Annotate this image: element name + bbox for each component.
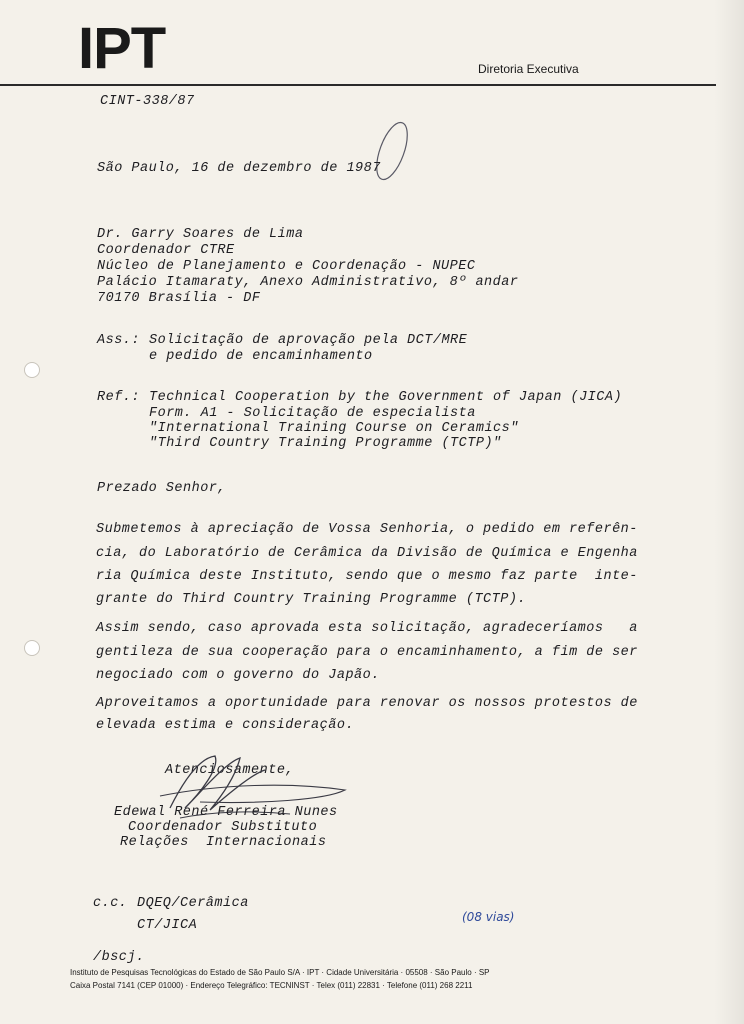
body-line: Aproveitamos a oportunidade para renovar os nossos protestos de [96,696,638,711]
handwritten-copies-note: (08 vias) [462,910,515,924]
closing: Atenciosamente, [165,763,295,778]
punch-hole-bottom [24,640,40,656]
cc-line: CT/JICA [137,918,198,933]
typist-initials: /bscj. [93,950,145,965]
ipt-logo: IPT [78,16,166,81]
body-line: gentileza de sua cooperação para o encaminhamento, a fim de ser [96,645,638,660]
body-line: Assim sendo, caso aprovada esta solicitação, agradeceríamos a [96,621,638,636]
reference-line: "Third Country Training Programme (TCTP)" [149,436,502,451]
footer-contact-line: Caixa Postal 7141 (CEP 01000) · Endereço Telegráfico: TECNINST · Telex (011) 22831 · Telefone (011) 268 2211 [70,981,473,990]
body-line: ria Química deste Instituto, sendo que o mesmo faz parte inte- [96,569,638,584]
reference-line: Technical Cooperation by the Government of Japan (JICA) [149,390,623,405]
recipient-line: Palácio Itamaraty, Anexo Administrativo, 8º andar [97,275,519,290]
reference-code: CINT-338/87 [100,94,195,109]
subject-line: e pedido de encaminhamento [149,349,373,364]
subject-line: Solicitação de aprovação pela DCT/MRE [149,333,468,348]
recipient-line: Coordenador CTRE [97,243,235,258]
body-line: Submetemos à apreciação de Vossa Senhoria, o pedido em referên- [96,522,638,537]
signer-name: Edewal René Ferreira Nunes [114,805,338,820]
cc-line: DQEQ/Cerâmica [137,896,249,911]
body-line: cia, do Laboratório de Cerâmica da Divisão de Química e Engenha [96,546,638,561]
salutation: Prezado Senhor, [97,481,227,496]
signer-title: Coordenador Substituto [128,820,318,835]
reference-line: Form. A1 - Solicitação de especialista [149,406,476,421]
date-line: São Paulo, 16 de dezembro de 1987 [97,161,381,176]
reference-label: Ref.: [97,390,141,405]
reference-line: "International Training Course on Ceramics" [149,421,519,436]
punch-hole-top [24,362,40,378]
paper-edge-shadow [714,0,744,1024]
recipient-line: Dr. Garry Soares de Lima [97,227,304,242]
signer-department: Relações Internacionais [120,835,327,850]
recipient-line: 70170 Brasília - DF [97,291,261,306]
body-line: elevada estima e consideração. [96,718,355,733]
letterhead-rule [0,84,716,86]
subject-label: Ass.: [97,333,141,348]
recipient-line: Núcleo de Planejamento e Coordenação - NUPEC [97,259,476,274]
footer-address-line: Instituto de Pesquisas Tecnológicas do Estado de São Paulo S/A · IPT · Cidade Universitária · 05508 · São Paulo · SP [70,968,490,977]
department-name: Diretoria Executiva [478,62,579,76]
cc-label: c.c. [93,896,128,911]
body-line: negociado com o governo do Japão. [96,668,380,683]
body-line: grante do Third Country Training Programme (TCTP). [96,592,527,607]
